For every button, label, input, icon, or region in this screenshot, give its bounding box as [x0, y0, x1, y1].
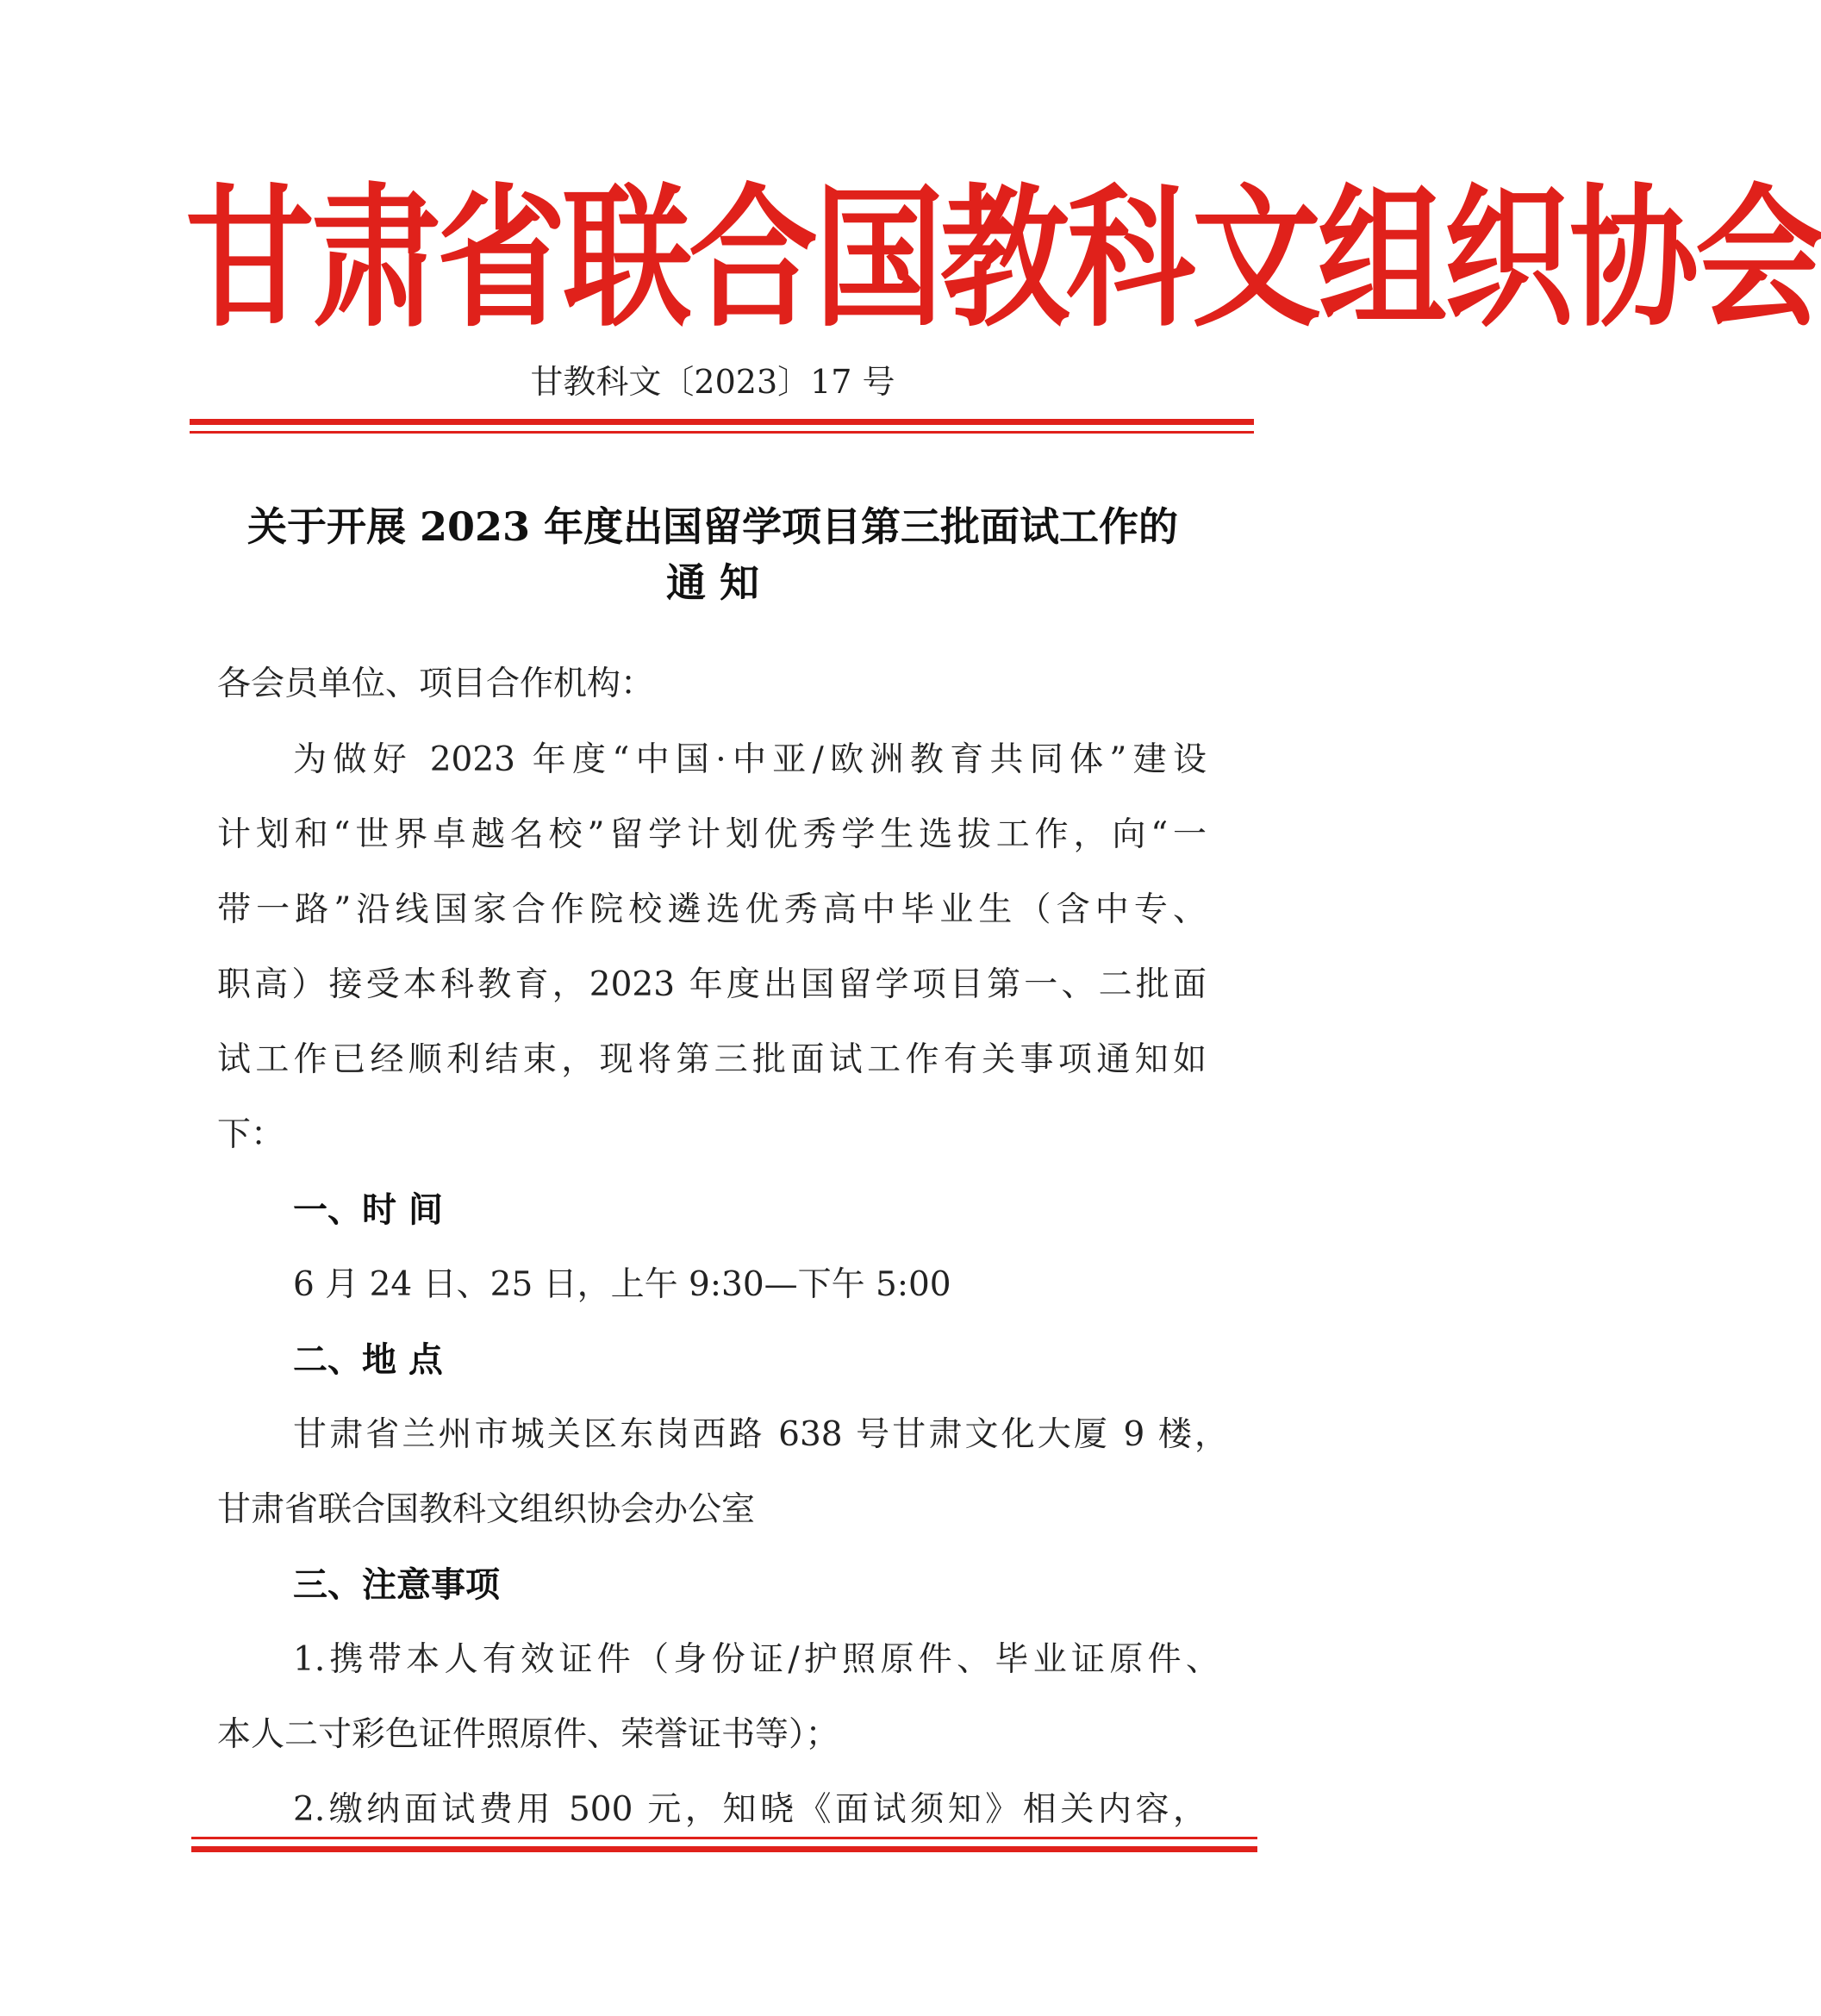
section-place-line2: 甘肃省联合国教科文组织协会办公室	[217, 1490, 756, 1529]
salutation: 各会员单位、项目合作机构：	[217, 665, 655, 703]
intro-line-3: 带一路”沿线国家合作院校遴选优秀高中毕业生（含中专、	[217, 890, 1207, 929]
section-notes-heading: 三、注意事项	[293, 1564, 500, 1605]
header-divider-thick	[190, 419, 1254, 425]
note-1-line2: 本人二寸彩色证件照原件、荣誉证书等）；	[217, 1715, 839, 1754]
intro-line-4: 职高）接受本科教育，2023 年度出国留学项目第一、二批面	[217, 965, 1207, 1004]
header-divider-thin	[190, 431, 1254, 434]
footer-divider-thin	[191, 1837, 1257, 1839]
notice-title-line1: 关于开展 2023 年度出国留学项目第三批面试工作的	[246, 503, 1179, 550]
note-2-line1: 2.缴纳面试费用 500 元，知晓《面试须知》相关内容，	[293, 1790, 1207, 1829]
section-place-line1: 甘肃省兰州市城关区东岗西路 638 号甘肃文化大厦 9 楼，	[293, 1415, 1228, 1454]
notice-title-line2: 通 知	[665, 559, 759, 606]
intro-line-5: 试工作已经顺利结束，现将第三批面试工作有关事项通知如	[217, 1040, 1207, 1079]
intro-line-2: 计划和“世界卓越名校”留学计划优秀学生选拔工作，向“一	[217, 815, 1207, 854]
intro-line-1: 为做好 2023 年度“中国·中亚/欧洲教育共同体”建设	[293, 740, 1207, 779]
section-place-heading: 二、地 点	[293, 1339, 443, 1380]
organization-name-header: 甘肃省联合国教科文组织协会	[185, 169, 1821, 348]
intro-line-6: 下：	[217, 1115, 285, 1154]
section-time-text: 6 月 24 日、25 日，上午 9:30—下午 5:00	[293, 1265, 951, 1304]
document-number: 甘教科文〔2023〕17 号	[530, 363, 895, 401]
section-time-heading: 一、时 间	[293, 1189, 443, 1230]
footer-divider-thick	[191, 1846, 1257, 1852]
note-1-line1: 1.携带本人有效证件（身份证/护照原件、毕业证原件、	[293, 1640, 1219, 1679]
